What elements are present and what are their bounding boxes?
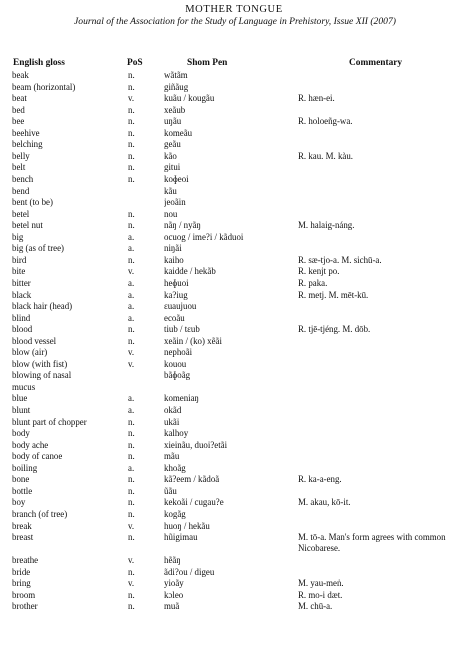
table-row (0, 255, 468, 266)
gloss-cell: beak (12, 70, 29, 80)
pos-cell: a. (128, 231, 135, 242)
pos-cell: n. (128, 104, 135, 115)
shom-pen-cell: heɸuoi (164, 277, 189, 288)
gloss-cell: bite (12, 266, 26, 277)
shom-pen-cell: kekoãi / cugau?e (164, 497, 224, 508)
table-row (0, 162, 468, 173)
gloss-cell: bottle (12, 485, 33, 496)
shom-pen-cell: khoãg (164, 462, 186, 473)
shom-pen-cell: ãdi?ou / digeu (164, 566, 215, 577)
shom-pen-cell: kão (164, 150, 177, 161)
table-row (0, 151, 468, 162)
pos-cell: n. (128, 589, 135, 600)
shom-pen-cell: xieinãu, duoi?etãi (164, 439, 228, 450)
pos-cell: a. (128, 243, 135, 254)
shom-pen-cell: ukãi (164, 416, 180, 427)
gloss-cell: belly (12, 150, 30, 161)
journal-subtitle: Journal of the Association for the Study of Language in Prehistory, Issue XII (2007) (74, 16, 396, 27)
pos-cell: n. (128, 508, 135, 519)
gloss-cell: black (12, 289, 32, 300)
table-row (0, 174, 468, 185)
gloss-cell: beam (horizontal) (12, 81, 76, 92)
table-row (0, 197, 468, 208)
pos-cell: n. (128, 173, 135, 184)
table-row (0, 567, 468, 578)
shom-pen-cell: xeãub (164, 104, 186, 115)
table-row (0, 243, 468, 254)
shom-pen-cell: wãtãm (164, 70, 188, 80)
pos-cell: n. (128, 220, 135, 231)
shom-pen-cell: bãɸoãg (164, 370, 191, 381)
gloss-cell: blunt part of chopper (12, 416, 87, 427)
gloss-cell: breast (12, 532, 34, 542)
shom-pen-cell: huoŋ / hekãu (164, 520, 210, 531)
table-row (0, 220, 468, 231)
table-row (0, 128, 468, 139)
shom-pen-cell: hũigimau (164, 532, 198, 542)
pos-cell: n. (128, 474, 135, 485)
table-row (0, 578, 468, 589)
column-header-pos: PoS (127, 58, 143, 68)
table-row (0, 70, 468, 81)
pos-cell: n. (128, 208, 135, 219)
table-row (0, 590, 468, 601)
table-row (0, 509, 468, 520)
gloss-cell: boy (12, 497, 26, 508)
pos-cell: n. (128, 485, 135, 496)
table-row (0, 116, 468, 127)
shom-pen-cell: niŋãi (164, 243, 182, 254)
pos-cell: n. (128, 150, 135, 161)
table-row (0, 105, 468, 116)
gloss-cell: bee (12, 116, 25, 127)
shom-pen-cell: ɛuaujuou (164, 301, 197, 311)
gloss-cell: break (12, 520, 32, 531)
commentary-cell: R. ka-a-eng. (298, 474, 342, 485)
gloss-cell: bench (12, 173, 34, 184)
shom-pen-cell: jeoãin (164, 197, 186, 207)
table-row (0, 428, 468, 439)
pos-cell: v. (128, 555, 135, 566)
shom-pen-cell: kuãu / kougãu (164, 93, 215, 104)
gloss-cell: blow (with fist) (12, 358, 68, 369)
commentary-cell: M. akau, kō-it. (298, 497, 351, 508)
commentary-cell: R. tjē-tjéng. M. dōb. (298, 324, 371, 335)
commentary-cell: M. yau-meṅ. (298, 578, 344, 589)
commentary-cell: R. hæn-ei. (298, 93, 335, 104)
table-row (0, 417, 468, 428)
pos-cell: a. (128, 312, 135, 323)
pos-cell: a. (128, 462, 135, 473)
pos-cell: a. (128, 277, 135, 288)
pos-cell: n. (128, 416, 135, 427)
table-row (0, 497, 468, 508)
gloss-cell: brother (12, 601, 38, 612)
commentary-cell: R. metj. M. mēt-kū. (298, 289, 369, 300)
table-row (0, 486, 468, 497)
gloss-cell: betel nut (12, 220, 43, 231)
shom-pen-cell: kɔleo (164, 589, 184, 600)
shom-pen-cell: tiub / tɛub (164, 324, 200, 335)
table-row (0, 440, 468, 451)
table-row (0, 393, 468, 404)
gloss-cell: boiling (12, 462, 38, 473)
table-row (0, 278, 468, 289)
pos-cell: n. (128, 439, 135, 450)
table-row (0, 359, 468, 370)
gloss-cell: bird (12, 254, 27, 265)
gloss-cell: belt (12, 162, 26, 173)
table-row (0, 232, 468, 243)
commentary-cell: R. kau. M. kàu. (298, 150, 353, 161)
pos-cell: n. (128, 335, 135, 346)
table-row (0, 313, 468, 324)
shom-pen-cell: nou (164, 208, 178, 219)
commentary-cell: M. chū-a. (298, 601, 333, 612)
shom-pen-cell: xeãin / (ko) xẽãi (164, 335, 222, 346)
shom-pen-cell: gitui (164, 162, 181, 173)
shom-pen-cell: kaiho (164, 254, 184, 265)
column-header-commentary: Commentary (349, 58, 403, 68)
commentary-cell: M. halaig-náng. (298, 220, 355, 231)
gloss-cell: blow (air) (12, 347, 48, 358)
gloss-cell: bed (12, 104, 25, 115)
column-header-english-gloss: English gloss (13, 58, 65, 68)
table-row (0, 209, 468, 220)
gloss-cell: big (as of tree) (12, 243, 64, 254)
commentary-cell: R. holoeñg-wa. (298, 116, 353, 127)
table-row (0, 336, 468, 347)
gloss-cell: beat (12, 93, 27, 104)
gloss-cell: blood (12, 324, 33, 335)
shom-pen-cell: kouou (164, 358, 187, 369)
shom-pen-cell: komeãu (164, 127, 193, 138)
pos-cell: n. (128, 601, 135, 612)
shom-pen-cell: ka?iug (164, 289, 188, 300)
pos-cell: v. (128, 578, 135, 589)
pos-cell: n. (128, 81, 135, 92)
gloss-cell: belching (12, 139, 43, 150)
table-row (0, 601, 468, 612)
gloss-cell: mucus (12, 381, 36, 392)
pos-cell: v. (128, 266, 135, 277)
column-header-shom-pen: Shom Pen (187, 58, 228, 68)
gloss-cell: body ache (12, 439, 49, 450)
table-row (0, 139, 468, 150)
shom-pen-cell: ũãu (164, 485, 177, 496)
shom-pen-cell: kãu (164, 185, 177, 196)
gloss-cell: bone (12, 474, 30, 485)
pos-cell: a. (128, 405, 135, 415)
gloss-cell: bend (12, 185, 30, 196)
shom-pen-cell: uŋãu (164, 116, 182, 127)
gloss-cell: blowing of nasal (12, 370, 72, 381)
gloss-cell: blue (12, 393, 28, 404)
shom-pen-cell: nãŋ / nyãŋ (164, 220, 201, 231)
shom-pen-cell: okãd (164, 405, 182, 415)
shom-pen-cell: muã (164, 601, 180, 612)
table-row (0, 301, 468, 312)
gloss-cell: body (12, 428, 30, 439)
shom-pen-cell: kogãg (164, 508, 186, 519)
shom-pen-cell: ocuog / ime?i / kãduoi (164, 231, 244, 242)
table-row (0, 451, 468, 462)
table-row (0, 521, 468, 532)
shom-pen-cell: kaidde / hekãb (164, 266, 216, 277)
shom-pen-cell: hẽãŋ (164, 555, 181, 566)
table-row (0, 474, 468, 485)
commentary-cell: R. kenjt po. (298, 266, 340, 277)
gloss-cell: bride (12, 566, 31, 577)
commentary-cell: R. mo-i dæt. (298, 589, 343, 600)
table-row (0, 370, 468, 381)
table-row (0, 290, 468, 301)
gloss-cell: bitter (12, 277, 31, 288)
table-row (0, 347, 468, 358)
pos-cell: n. (128, 532, 135, 542)
pos-cell: n. (128, 324, 135, 335)
shom-pen-cell: komeniaŋ (164, 393, 199, 404)
table-row (0, 82, 468, 93)
pos-cell: a. (128, 393, 135, 404)
table-row (0, 266, 468, 277)
pos-cell: n. (128, 451, 135, 462)
shom-pen-cell: kalhoy (164, 428, 189, 439)
pos-cell: v. (128, 520, 135, 531)
gloss-cell: beehive (12, 127, 40, 138)
shom-pen-cell: koɸeoi (164, 173, 189, 184)
pos-cell: a. (128, 301, 135, 311)
shom-pen-cell: mãu (164, 451, 180, 462)
table-row (0, 463, 468, 474)
table-row (0, 532, 468, 553)
gloss-cell: black hair (head) (12, 301, 73, 311)
shom-pen-cell: ecoãu (164, 312, 185, 323)
gloss-cell: blind (12, 312, 31, 323)
shom-pen-cell: yioãy (164, 578, 184, 589)
table-row (0, 93, 468, 104)
pos-cell: v. (128, 358, 135, 369)
pos-cell: n. (128, 139, 135, 150)
table-row (0, 382, 468, 393)
gloss-cell: blood vessel (12, 335, 57, 346)
shom-pen-cell: geãu (164, 139, 181, 150)
pos-cell: v. (128, 93, 135, 104)
pos-cell: n. (128, 497, 135, 508)
pos-cell: n. (128, 70, 135, 80)
table-row (0, 186, 468, 197)
pos-cell: n. (128, 254, 135, 265)
journal-title: MOTHER TONGUE (185, 4, 283, 15)
gloss-cell: big (12, 231, 24, 242)
shom-pen-cell: kã?eem / kãdoã (164, 474, 220, 485)
gloss-cell: body of canoe (12, 451, 63, 462)
commentary-cell: R. paka. (298, 277, 328, 288)
pos-cell: n. (128, 428, 135, 439)
gloss-cell: broom (12, 589, 36, 600)
table-row (0, 324, 468, 335)
gloss-cell: breathe (12, 555, 39, 566)
commentary-cell: R. sæ-tjo-a. M. sichū-a. (298, 254, 382, 265)
table-row (0, 555, 468, 566)
pos-cell: n. (128, 127, 135, 138)
pos-cell: n. (128, 162, 135, 173)
gloss-cell: betel (12, 208, 30, 219)
gloss-cell: branch (of tree) (12, 508, 68, 519)
pos-cell: v. (128, 347, 135, 358)
pos-cell: n. (128, 116, 135, 127)
pos-cell: a. (128, 289, 135, 300)
gloss-cell: bring (12, 578, 31, 589)
shom-pen-cell: nephoãi (164, 347, 193, 358)
gloss-cell: blunt (12, 405, 31, 415)
shom-pen-cell: giñãug (164, 81, 189, 92)
gloss-cell: bent (to be) (12, 197, 53, 207)
pos-cell: n. (128, 566, 135, 577)
commentary-cell: M. tō-a. Man's form agrees with common Nicobarese. (298, 532, 446, 553)
table-row (0, 405, 468, 416)
